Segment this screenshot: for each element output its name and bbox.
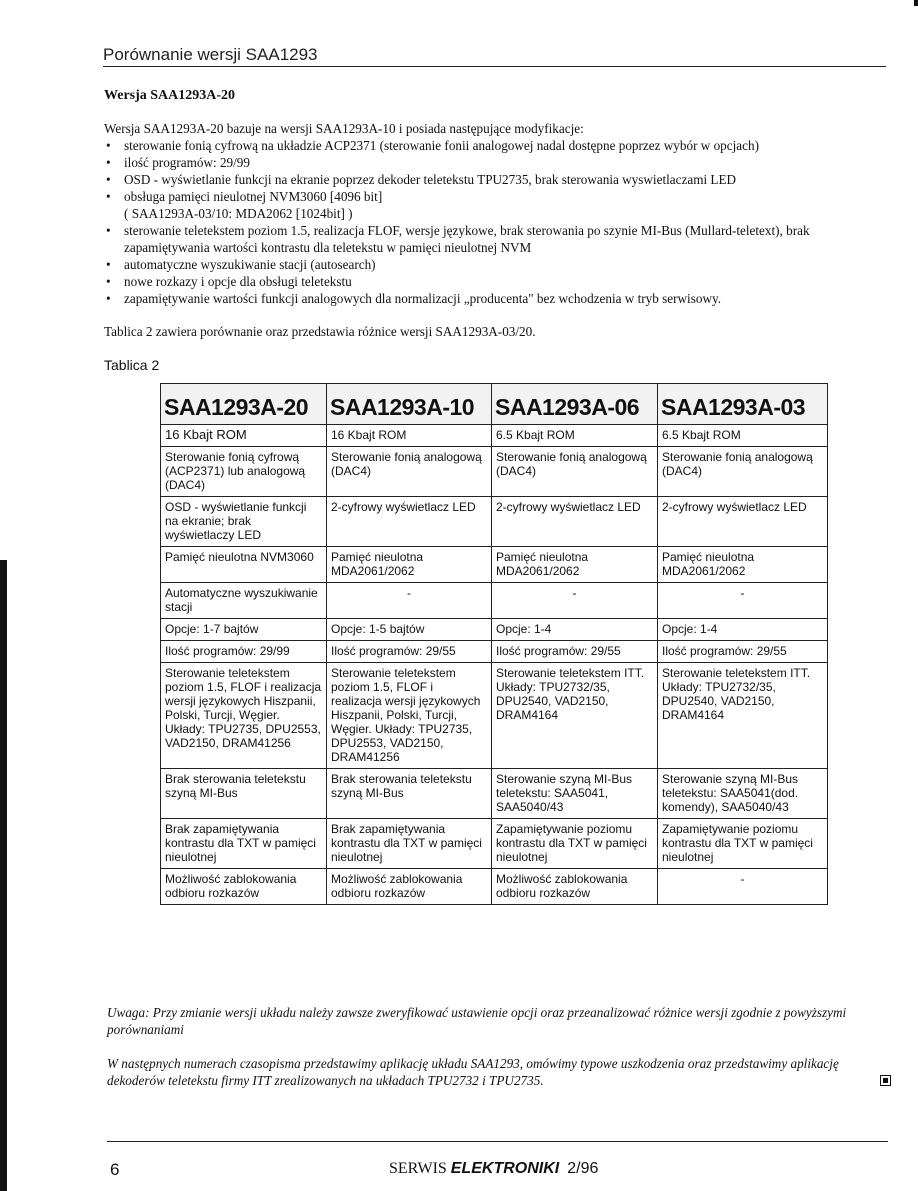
table-cell: OSD - wyświetlanie funkcji na ekranie; brak wyświetlaczy LED (161, 497, 327, 547)
table-header-cell: SAA1293A-20 (161, 384, 327, 425)
table-cell: Sterowanie teletekstem poziom 1.5, FLOF i realizacja wersji językowych Hiszpanii, Polski, Turcji, Węgier. Układy: TPU2735, DPU2553, VAD2150, DRAM41256 (161, 663, 327, 769)
table-cell: Opcje: 1-4 (492, 619, 658, 641)
table-cell: 2-cyfrowy wyświetlacz LED (492, 497, 658, 547)
table-row (161, 819, 828, 869)
list-item: • automatyczne wyszukiwanie stacji (autosearch) (104, 256, 890, 273)
table-cell: Zapamiętywanie poziomu kontrastu dla TXT w pamięci nieulotnej (658, 819, 828, 869)
section-header: Porównanie wersji SAA1293 (103, 45, 886, 67)
table-cell: Sterowanie fonią analogową (DAC4) (658, 447, 828, 497)
table-cell: Brak zapamiętywania kontrastu dla TXT w pamięci nieulotnej (327, 819, 492, 869)
table-cell: Możliwość zablokowania odbioru rozkazów (492, 869, 658, 905)
table-cell: Pamięć nieulotna NVM3060 (161, 547, 327, 583)
table-cell: Sterowanie teletekstem ITT. Układy: TPU2732/35, DPU2540, VAD2150, DRAM4164 (492, 663, 658, 769)
table-cell: Opcje: 1-7 bajtów (161, 619, 327, 641)
table-cell: Sterowanie fonią cyfrową (ACP2371) lub analogową (DAC4) (161, 447, 327, 497)
table-cell: Sterowanie teletekstem poziom 1.5, FLOF i realizacja wersji językowych Hiszpanii, Polski, Turcji, Węgier. Układy: TPU2735, DPU2553, VAD2150, DRAM41256 (327, 663, 492, 769)
list-item: • sterowanie teletekstem poziom 1.5, realizacja FLOF, wersje językowe, brak sterowania po szynie MI-Bus (Mullard-teletext), brak zapamiętywania wartości kontrastu dla teletekstu w pamięci nieulotnej NVM (104, 222, 890, 256)
table-intro: Tablica 2 zawiera porównanie oraz przedstawia różnice wersji SAA1293A-03/20. (104, 324, 536, 339)
magazine-name: SERWIS ELEKTRONIKI 2/96 (389, 1160, 599, 1177)
table-cell: Pamięć nieulotna MDA2061/2062 (492, 547, 658, 583)
modifications-list (104, 137, 890, 307)
table-cell: Ilość programów: 29/99 (161, 641, 327, 663)
table-row (161, 641, 828, 663)
table-cell: Sterowanie szyną MI-Bus teletekstu: SAA5041, SAA5040/43 (492, 769, 658, 819)
table-cell: Możliwość zablokowania odbioru rozkazów (327, 869, 492, 905)
list-item: • nowe rozkazy i opcje dla obsługi teletekstu (104, 273, 890, 290)
table-cell: 16 Kbajt ROM (327, 425, 492, 447)
scan-edge (0, 560, 7, 1191)
table-cell: - (658, 869, 828, 905)
table-cell: Pamięć nieulotna MDA2061/2062 (327, 547, 492, 583)
table-cell: Sterowanie teletekstem ITT. Układy: TPU2732/35, DPU2540, VAD2150, DRAM4164 (658, 663, 828, 769)
table-cell: Sterowanie fonią analogową (DAC4) (492, 447, 658, 497)
table-cell: Opcje: 1-5 bajtów (327, 619, 492, 641)
table-row (161, 769, 828, 819)
table-row (161, 869, 828, 905)
table-label: Tablica 2 (104, 357, 160, 373)
table-cell: Sterowanie szyną MI-Bus teletekstu: SAA5041(dod. komendy), SAA5040/43 (658, 769, 828, 819)
table-row (161, 497, 828, 547)
page-number: 6 (110, 1160, 120, 1179)
list-item: • zapamiętywanie wartości funkcji analogowych dla normalizacji „producenta" bez wchodzenia w tryb serwisowy. (104, 290, 890, 307)
closing-note: W następnych numerach czasopisma przedstawimy aplikację układu SAA1293, omówimy typowe uszkodzenia oraz przedstawimy aplikację dekoderów teletekstu firmy ITT zrealizowanych na układach TPU2732 i TPU2735. (107, 1055, 891, 1089)
warning-note: Uwaga: Przy zmianie wersji układu należy zawsze zweryfikować ustawienie opcji oraz przeanalizować różnice wersji zgodnie z powyższymi porównaniami (107, 1005, 847, 1037)
table-cell: Zapamiętywanie poziomu kontrastu dla TXT w pamięci nieulotnej (492, 819, 658, 869)
table-header-cell: SAA1293A-06 (492, 384, 658, 425)
table-cell: Pamięć nieulotna MDA2061/2062 (658, 547, 828, 583)
intro-paragraph: Wersja SAA1293A-20 bazuje na wersji SAA1293A-10 i posiada następujące modyfikacje: (104, 121, 584, 136)
table-header-row (161, 384, 828, 425)
table-cell: 6.5 Kbajt ROM (658, 425, 828, 447)
table-cell: 16 Kbajt ROM (161, 425, 327, 447)
issue-number: 2/96 (567, 1160, 599, 1177)
table-cell: Automatyczne wyszukiwanie stacji (161, 583, 327, 619)
table-cell: Brak sterowania teletekstu szyną MI-Bus (327, 769, 492, 819)
table-cell: Opcje: 1-4 (658, 619, 828, 641)
table-header-cell: SAA1293A-10 (327, 384, 492, 425)
table-cell: - (327, 583, 492, 619)
footer-divider (107, 1141, 888, 1142)
list-item: • ilość programów: 29/99 (104, 154, 890, 171)
list-item: • obsługa pamięci nieulotnej NVM3060 [4096 bit] ( SAA1293A-03/10: MDA2062 [1024bit] ) (104, 188, 890, 222)
table-row (161, 583, 828, 619)
table-cell: Ilość programów: 29/55 (492, 641, 658, 663)
scan-mark (914, 0, 918, 6)
table-cell: 6.5 Kbajt ROM (492, 425, 658, 447)
section-heading: Wersja SAA1293A-20 (104, 88, 236, 103)
table-cell: Brak zapamiętywania kontrastu dla TXT w pamięci nieulotnej (161, 819, 327, 869)
table-cell: Ilość programów: 29/55 (658, 641, 828, 663)
table-row (161, 663, 828, 769)
table-cell: 2-cyfrowy wyświetlacz LED (658, 497, 828, 547)
comparison-table (160, 383, 828, 905)
table-cell: 2-cyfrowy wyświetlacz LED (327, 497, 492, 547)
end-of-article-icon (880, 1075, 891, 1086)
table-cell: Brak sterowania teletekstu szyną MI-Bus (161, 769, 327, 819)
table-header-cell: SAA1293A-03 (658, 384, 828, 425)
table-cell: Ilość programów: 29/55 (327, 641, 492, 663)
table-row (161, 547, 828, 583)
table-row (161, 619, 828, 641)
table-cell: - (658, 583, 828, 619)
table-cell: Możliwość zablokowania odbioru rozkazów (161, 869, 327, 905)
list-item: • OSD - wyświetlanie funkcji na ekranie poprzez dekoder teletekstu TPU2735, brak sterowania wyswietlaczami LED (104, 171, 890, 188)
list-subitem: ( SAA1293A-03/10: MDA2062 [1024bit] ) (124, 206, 353, 221)
table-cell: Sterowanie fonią analogową (DAC4) (327, 447, 492, 497)
table-row (161, 447, 828, 497)
table-cell: - (492, 583, 658, 619)
table-row (161, 425, 828, 447)
list-item: • sterowanie fonią cyfrową na układzie ACP2371 (sterowanie fonii analogowej nadal dostępne poprzez wybór w opcjach) (104, 137, 890, 154)
